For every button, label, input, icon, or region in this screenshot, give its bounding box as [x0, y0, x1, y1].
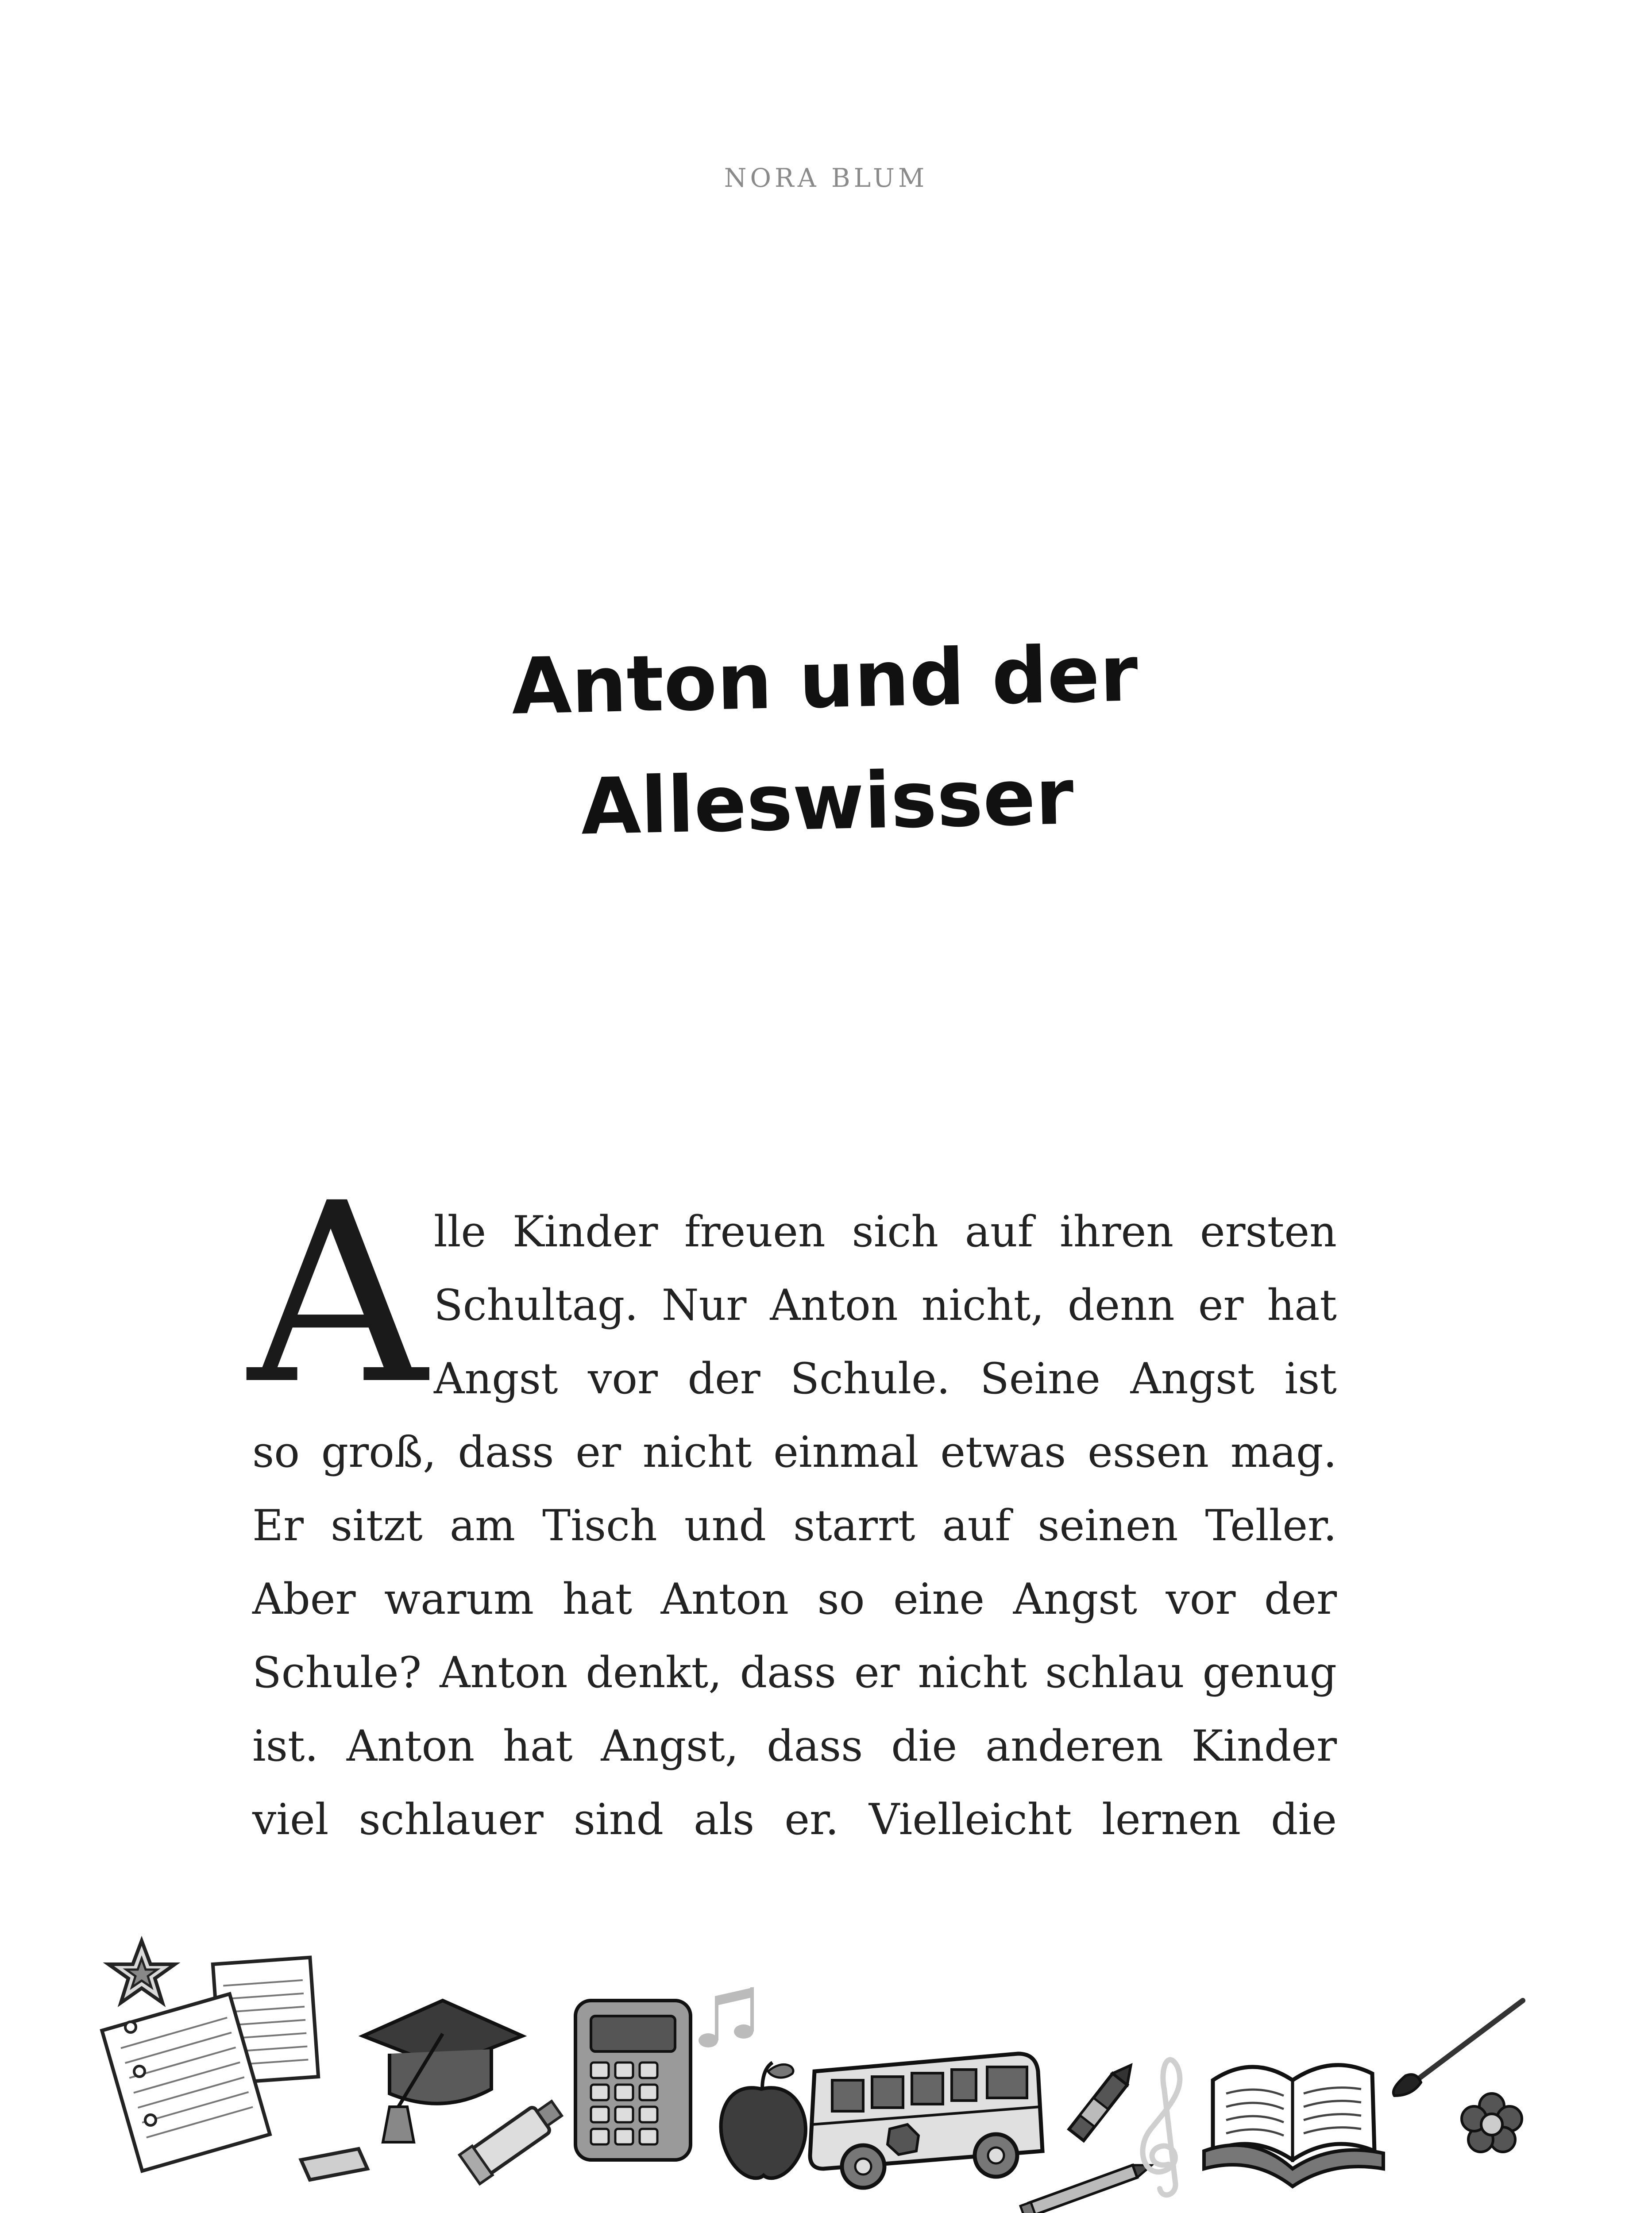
drop-cap: A	[248, 1150, 427, 1439]
story-line: ist. Anton hat Angst, dass die anderen Kinder	[252, 1721, 1337, 1771]
story-line: Aber warum hat Anton so eine Angst vor der	[252, 1574, 1337, 1624]
calculator-icon	[575, 2001, 691, 2160]
treble-clef-icon	[1143, 2060, 1180, 2195]
paintbrush-icon	[1393, 2001, 1523, 2096]
star-icon	[108, 1941, 175, 2003]
school-doodles-border	[0, 1921, 1652, 2213]
chapter-title-line-2: Alleswisser	[580, 752, 1075, 852]
chapter-title	[0, 602, 1652, 880]
school-bus-icon	[810, 2054, 1042, 2188]
chapter-title-line-1: Anton und der	[510, 629, 1139, 732]
flower-icon	[1462, 2093, 1522, 2152]
running-head-author: NORA BLUM	[724, 163, 928, 193]
story-line: Er sitzt am Tisch und starrt auf seinen Teller.	[252, 1501, 1337, 1550]
crayon-icon	[1069, 2059, 1138, 2140]
pencil-icon	[1020, 2159, 1154, 2213]
paint-tube-icon	[459, 2094, 567, 2184]
story-line: so groß, dass er nicht einmal etwas essen mag.	[252, 1427, 1337, 1477]
story-line: Angst vor der Schule. Seine Angst ist	[434, 1354, 1337, 1403]
story-line: viel schlauer sind als er. Vielleicht lernen die	[252, 1795, 1337, 1844]
open-book-icon	[1204, 2065, 1383, 2186]
apple-icon	[721, 2063, 806, 2178]
music-note-icon	[699, 1987, 754, 2047]
story-line: lle Kinder freuen sich auf ihren ersten	[434, 1207, 1337, 1257]
story-line: Schultag. Nur Anton nicht, denn er hat	[434, 1280, 1337, 1330]
graduation-cap-icon	[363, 2001, 522, 2142]
story-text	[252, 1195, 1337, 1856]
story-line: Schule? Anton denkt, dass er nicht schlau genug	[252, 1648, 1337, 1697]
eraser-icon	[301, 2149, 367, 2180]
